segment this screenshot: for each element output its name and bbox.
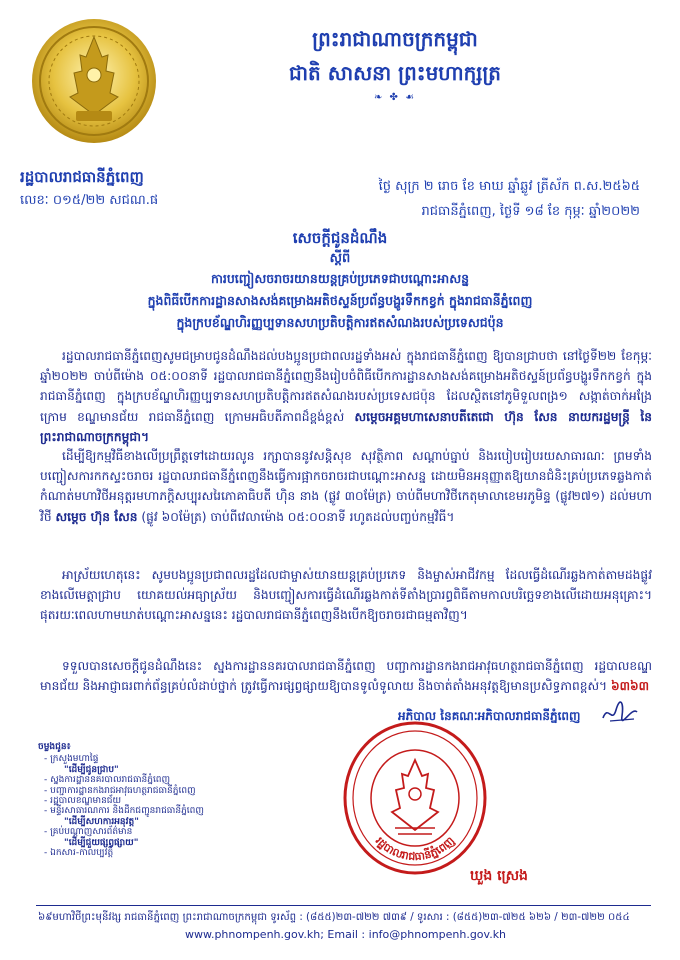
paragraph-text: ទទួលបានសេចក្ដីជូនដំណឹងនេះ ស្នងការដ្ឋាននគរបាលរាជធានីភ្នំពេញ បញ្ជាការដ្ឋានកងរាជអាវុធហត្ថរាជធានីភ្នំពេញ រដ្ឋបាលខណ្ឌមានជ័យ និងអាជ្ញាធរពាក់ព័ន្ធគ្រប់លំដាប់ថ្នាក់ ត្រូវធ្វើការផ្សព្វផ្សាយឱ្យបានទូលំទូលាយ និងចាត់តាំងអនុវត្តឱ្យមានប្រសិទ្ធភាពខ្ពស់។ bbox=[40, 659, 652, 694]
body-paragraph-1 bbox=[40, 346, 652, 447]
footer-contact: www.phnompenh.gov.kh; Email : info@phnompenh.gov.kh bbox=[184, 928, 507, 941]
place-and-date: រាជធានីភ្នំពេញ, ថ្ងៃទី ១៨ ខែ កុម្ភៈ ឆ្នាំ២០២២ bbox=[421, 204, 640, 219]
subject-line-2: ក្នុងពិធីបើកការដ្ឋានសាងសង់គម្រោងអតិថស្ទន៍ប្រព័ន្ធបង្ហូរទឹកកខ្វក់ ក្នុងរាជធានីភ្នំពេញ bbox=[147, 293, 533, 308]
reference-number: លេខៈ ០១៥/២២ សជណ.ផ bbox=[20, 193, 159, 208]
national-motto: ជាតិ សាសនា ព្រះមហាក្សត្រ bbox=[289, 61, 501, 85]
footer-divider bbox=[36, 905, 651, 906]
subject-line-1: ការបញ្ជៀសចរាចរយានយន្តគ្រប់ប្រភេទជាបណ្ដោះអាសន្ន bbox=[210, 271, 470, 286]
paragraph-text: អាស្រ័យហេតុនេះ សូមបងប្អូនប្រជាពលរដ្ឋដែលជាម្ចាស់យានយន្តគ្រប់ប្រភេទ និងម្ចាស់អាជីវកម្ម ដែលធ្វើដំណើរឆ្លងកាត់តាមដងផ្លូវខាងលើមេត្តាជ្រាប យោគយល់អធ្យាស្រ័យ និងបញ្ជៀសការធ្វើដំណើរឆ្លងកាត់ទីតាំងប្រារព្ធពិធីតាមកាលបរិច្ឆេទខាងលើដោយអនុគ្រោះ។ ផុតរយៈពេលហាមឃាត់បណ្ដោះអាសន្ននេះ រដ្ឋបាលរាជធានីភ្នំពេញនឹងបើកឱ្យចរាចរជាធម្មតាវិញ។ bbox=[40, 568, 652, 623]
recipient-item: - ឯកសារ-កាលប្បវត្តិ bbox=[44, 848, 114, 859]
recipient-note: "ដើម្បីសហការអនុវត្ត" bbox=[64, 816, 139, 827]
footer-address: ៦៩មហាវិថីព្រះមុនីវង្ស រាជធានីភ្នំពេញ ព្រះរាជាណាចក្រកម្ពុជា ទូរស័ព្ទ : (៨៥៥)២៣-៧២២ ៧៣៩ / ទូរសារ : (៨៥៥)២៣-៧២៥ ៦២៦ / ២៣-៧២២ ០៥៤ bbox=[38, 912, 630, 923]
royal-emblem-icon bbox=[28, 15, 160, 147]
body-paragraph-2 bbox=[40, 446, 652, 527]
recipient-item: - រដ្ឋបាលខណ្ឌមានជ័យ bbox=[44, 796, 122, 807]
paragraph-emphasis: សម្ដេច ហ៊ុន សែន bbox=[55, 509, 138, 524]
official-seal-icon bbox=[340, 720, 490, 880]
recipient-item: - គ្រប់បណ្ដាញសារព័ត៌មាន bbox=[44, 827, 133, 838]
paragraph-tail: (ផ្លូវ ៦០ម៉ែត្រ) ចាប់ពីវេលាម៉ោង ០៥:០០នាទី រហូតដល់បញ្ចប់កម្មវិធី។ bbox=[141, 509, 455, 524]
recipient-item: - ស្នងការដ្ឋាននគរបាលរាជធានីភ្នំពេញ bbox=[44, 775, 171, 786]
copy-to-heading: ចម្លងជូន៖ bbox=[38, 742, 71, 752]
seal-text: រដ្ឋបាលរាជធានីភ្នំពេញ bbox=[372, 834, 458, 864]
issuer-name: រដ្ឋបាលរាជធានីភ្នំពេញ bbox=[20, 168, 144, 186]
signer-title: អភិបាល នៃគណៈអភិបាលរាជធានីភ្នំពេញ bbox=[398, 709, 581, 723]
subject-line-3: ក្នុងក្របខ័ណ្ឌហិរញ្ញប្បទានសហប្រតិបត្តិការឥតសំណងរបស់ប្រទេសជប៉ុន bbox=[176, 315, 504, 330]
lunar-date: ថ្ងៃ សុក្រ ២ រោច ខែ មាឃ ឆ្នាំឆ្លូវ ត្រីស័ក ព.ស.២៥៦៥ bbox=[378, 179, 640, 194]
document-subtitle: ស្ដីពី bbox=[329, 251, 351, 266]
recipient-item: - មន្ទីរសាធារណការ និងដឹកជញ្ជូនរាជធានីភ្នំពេញ bbox=[44, 806, 204, 817]
document-title: សេចក្ដីជូនដំណឹង bbox=[292, 229, 388, 247]
body-paragraph-3 bbox=[40, 565, 652, 626]
recipient-item: - បញ្ជាការដ្ឋានកងរាជអាវុធហត្ថរាជធានីភ្នំពេញ bbox=[44, 785, 196, 796]
recipient-note: "ដើម្បីជូនជ្រាប" bbox=[64, 764, 119, 775]
handwritten-signature-icon bbox=[600, 700, 640, 726]
page-marker: ៦៣៦៣ bbox=[610, 679, 650, 694]
signer-name: ឃួង ស្រេង bbox=[470, 868, 528, 884]
paragraph-text: ដើម្បីឱ្យកម្មវិធីខាងលើប្រព្រឹត្តទៅដោយរលូន រក្សាបាននូវសន្តិសុខ សុវត្ថិភាព សណ្ដាប់ធ្នាប់ និងរបៀបរៀបរយសាធារណៈ ព្រមទាំងបញ្ជៀសការកកស្ទះចរាចរ រដ្ឋបាលរាជធានីភ្នំពេញនឹងធ្វើការផ្អាកចរាចរជាបណ្ដោះអាសន្ន ដោយមិនអនុញ្ញាតឱ្យយានជំនិះគ្រប់ប្រភេទឆ្លងកាត់កំណាត់មហាវិថីអនុត្តរមហាភក្តិសប្បុរសរៃភោគាធិបតី ហ៊ិន នាង (ផ្លូវ ៣០ម៉ែត្រ) ចាប់ពីមហាវិថីកេតុមាលាខេមរភូមិន្ទ (ផ្លូវ២៧១) ដល់មហាវិថី bbox=[40, 449, 652, 524]
svg-text:រដ្ឋបាលរាជធានីភ្នំពេញ bbox=[373, 834, 457, 863]
paragraph-emphasis: សម្ដេចអគ្គមហាសេនាបតីតេជោ ហ៊ុន សែន នាយករដ្ឋមន្ត្រី នៃព្រះរាជាណាចក្រកម្ពុជា។ bbox=[40, 409, 653, 444]
copy-to-list bbox=[38, 742, 308, 858]
ornament-divider: ❧ ✤ ☙ bbox=[373, 92, 417, 103]
recipient-item: - ក្រសួងមហាផ្ទៃ bbox=[44, 754, 99, 765]
kingdom-heading: ព្រះរាជាណាចក្រកម្ពុជា bbox=[312, 27, 478, 51]
body-paragraph-4 bbox=[40, 656, 652, 696]
paragraph-text: រដ្ឋបាលរាជធានីភ្នំពេញសូមជម្រាបជូនដំណឹងដល់បងប្អូនប្រជាពលរដ្ឋទាំងអស់ ក្នុងរាជធានីភ្នំពេញ ឱ្យបានជ្រាបថា នៅថ្ងៃទី២២ ខែកុម្ភៈ ឆ្នាំ២០២២ ចាប់ពីម៉ោង ០៥:០០នាទី រដ្ឋបាលរាជធានីភ្នំពេញនឹងរៀបចំពិធីបើកការដ្ឋានសាងសង់គម្រោងអតិថស្ទន៍ប្រព័ន្ធបង្ហូរទឹកកខ្វក់ ក្នុងរាជធានីភ្នំពេញ ក្នុងក្របខ័ណ្ឌហិរញ្ញប្បទានសហប្រតិបត្តិការឥតសំណងរបស់ប្រទេសជប៉ុន ដែលស្ថិតនៅភូមិទួលពង្រ១ សង្កាត់ចាក់អង្រែក្រោម ខណ្ឌមានជ័យ រាជធានីភ្នំពេញ ក្រោមអធិបតីភាពដ៏ខ្ពង់ខ្ពស់ bbox=[40, 349, 652, 424]
recipient-note: "ដើម្បីជួយផ្សព្វផ្សាយ" bbox=[64, 837, 139, 848]
